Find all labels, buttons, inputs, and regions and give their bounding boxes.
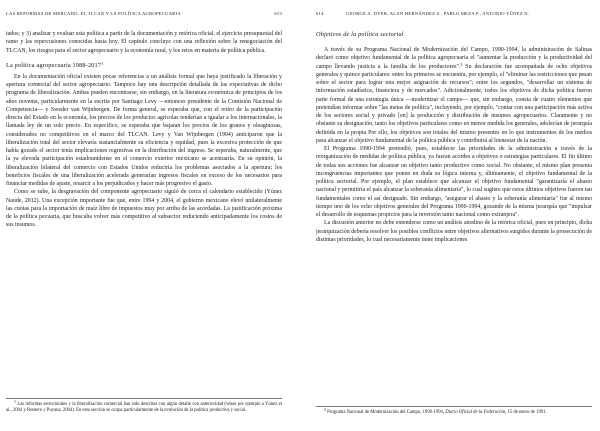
left-page-number: 613 <box>274 11 282 16</box>
footnote-marker-1[interactable]: 1 <box>101 60 104 66</box>
left-page <box>6 0 282 431</box>
left-paragraph-1: tados; y 3) analizar y evaluar esta política a partir de la documentación y retórica oficial, el ejercicio presupuestal del ramo y las repercusiones conocidas hasta hoy. El capítulo concluye con una reflexión sobre la renegociación del TLCAN, los riesgos para el sector agropecuario y la economía rural, y los retos en materia de política pública. <box>6 31 282 54</box>
right-header-authors: GEORGE A. DYER, ALAN HERNÁNDEZ S., PABLO MEZA P., ANTONIO YÚNEZ N. <box>346 11 530 16</box>
right-footnote-text: Programa Nacional de Modernización del Campo, 1990-1994, <box>327 410 446 415</box>
left-paragraph-3: Como se sabe, la desgravación del componente agropecuario siguió de cerca el calendario establecido (Yúnez Naude, 2012). Una excepción importante fue que, entre 1994 y 2004, el gobierno mexicano elevó unilateralmente las cuotas para la importación de maíz libre de impuestos muy por arriba de las acordadas. La justificación próxima de la política pecuaria, que buscaba volver más competitivo al subsector reduciendo anticipadamente los costos de sus insumos. <box>6 189 282 229</box>
right-running-header <box>316 11 592 20</box>
left-footnote <box>6 398 282 415</box>
right-footnote-source: Diario Oficial de la Federación <box>445 410 506 415</box>
left-footnote-number: 1 <box>14 399 16 404</box>
right-paragraph-3: La discusión anterior no debe entenderse como un análisis anodino de la retórica oficial, pues en principio, dicha jerarquización debería resolver los posibles conflictos entre objetivos alternativos surgidos durante la prosecución de distintas prioridades, lo cual necesariamente tiene implicaciones <box>316 220 592 243</box>
right-paragraph-1-start: A través de su Programa Nacional de Modernización del Campo, 1990-1994, la administración de Salinas declaró como objetivo fundamental de la política agropecuaria el "aumentar la producción y la productividad del campo llevando justicia a la familia de los productores". <box>316 47 592 70</box>
left-paragraph-2: En la documentación oficial existen pocas referencias a un análisis formal que haya justificado la liberación y apertura comercial del sector agropecuario. Tampoco hay una descripción detallada de las expectativas de dicho programa de liberalización. Ambas pueden encontrarse, sin embargo, en la literatura económica de principios de los años noventa, particularmente en la escrita por Santiago Levy —entonces presidente de la Comisión Nacional de Competencia— y Sweder van Wijnbergen. De forma general, se esperaba que, con el retiro de la participación directa del Estado en la economía, los precios de los productos agrícolas tenderían a igualar a los internacionales, la llamada ley de un solo precio. En específico, se esperaba que bajaran los precios de los granos y oleaginosas, considerados no competitivos en el marco del TLCAN. Levy y Van Wijnbergen (1994) anticiparon que la liberalización total del sector elevaría sustancialmente su eficiencia y equidad, pues la excesiva protección de que había gozado el sector tenía implicaciones regresivas en la distribución del ingreso. Se esperaba, naturalmente, que la ya elevada participación estadounidense en el comercio exterior mexicano se acentuaría. En su opinión, la liberalización bilateral del comercio con Estados Unidos reduciría los problemas asociados a la apertura; los beneficios fiscales de una liberalización acelerada generarían ingresos fiscales en exceso de los necesarios para financiar medidas de ajuste, resarcir a los perjudicados y hacer más progresivo el gasto. <box>6 73 282 187</box>
left-section-heading <box>6 61 282 71</box>
footnote-marker-2[interactable]: 2 <box>460 61 463 67</box>
right-footnote-number: 2 <box>324 407 326 412</box>
right-page-body <box>316 30 592 244</box>
right-paragraph-1-rest: Su declaración fue acompañada de ocho objetivos generales y quince particulares: entre los primeros se encuentra, por ejemplo, el "eliminar las restricciones que pesan sobre el sector para lograr una mejor asignación de recursos"; entre los segundos, "desarrollar un sistema de información estadística, financiera y de mercados". Adicionalmente, todos los objetivos de dicha política fueron parte formal de una estrategia única —modernizar el campo— que, sin embargo, consta de cuatro elementos que pretendían informar sobre "las metas de política", incluyendo, por ejemplo, "contar con una participación más activa de los sectores social y privado [en] la producción y distribución de insumos agropecuarios. Claramente y no obstante su designación, tanto los objetivos particulares como en menor medida los generales, adolecían de jerarquía definida en la propia Por ello, los objetivos son totales del mismo presentes en lo que instrumentos de los medios para alcanzar el objetivo fundamental de la política pública y contribuirá al bienestar de la nación. <box>316 63 592 144</box>
left-header-title: LAS REFORMAS DE MERCADO, EL TLCAN Y LA POLÍTICA AGROPECUARIA <box>6 11 181 16</box>
right-footnote <box>316 406 592 416</box>
right-footnote-date: , 15 de enero de 1991. <box>505 410 547 415</box>
right-section-heading: Objetivos de la política sectorial <box>316 31 404 38</box>
right-page-number: 614 <box>316 11 324 16</box>
left-running-header <box>6 11 282 20</box>
left-page-body <box>6 30 282 230</box>
right-paragraph-2: El Programa 1990-1994 pretendió, pues, establecer las prioridades de la administración a través de la reorganización de medidas de política pública, ya fueran acordes a objetivos o estrategias particulares. El fin último de todas sus acciones fue alcanzar un objetivo tanto productivo como social. No obstante, el mismo plan presenta incongruencias importantes que ponen en duda su lógica interna y, últimamente, el objetivo fundamental de la política sectorial. Por ejemplo, el plan establece que alcanzar el objetivo fundamental "garantizaría el abasto nacional y permitiría el país alcanzar la soberanía alimentaria", lo cual sugiere que estos últimos objetivos fueron tan fundamentales como el así designado. Sin embargo, "asegurar el abasto y la soberanía alimentaria" fue al mismo tiempo uno de los ocho objetivos generales del Programa 1990-1994, gozando de la misma jerarquía que "impulsar el desarrollo de esquemas propicios para la inversión tanto nacional como extranjera". <box>316 146 592 218</box>
left-section-heading-text: La política agropecuaria 1988-2017 <box>6 61 102 69</box>
right-paragraph-1 <box>316 46 592 145</box>
left-footnote-text: Las reformas estructurales y la liberalización comercial han sido descritas con algún detalle con anterioridad (véase por ejemplo a Yúnez et al., 2004 y Romero y Puyana, 2004). En esta sección se ocupa particularmente de la evolución de la política productiva y social. <box>6 402 282 414</box>
right-page <box>316 0 592 431</box>
